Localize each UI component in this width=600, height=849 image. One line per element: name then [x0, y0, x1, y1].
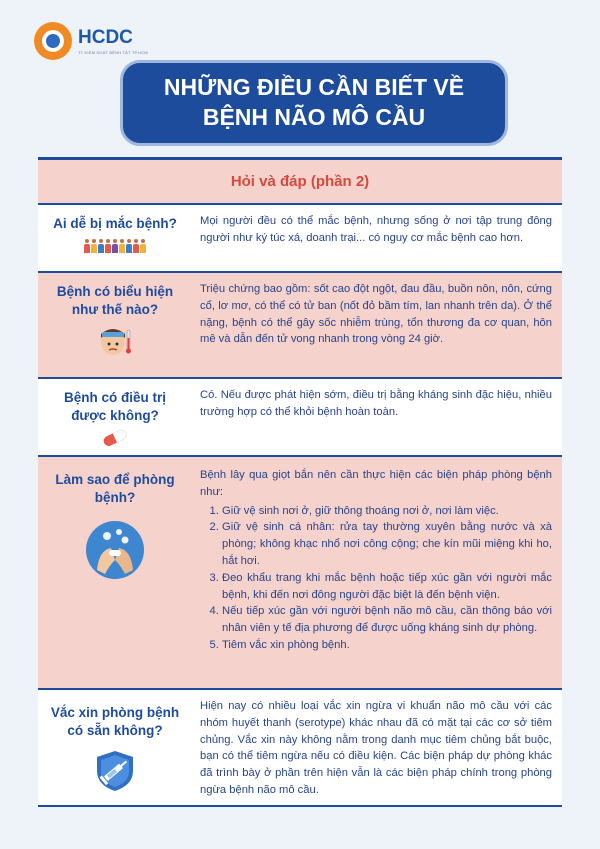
- question: Bệnh có điều trị được không?: [63, 390, 166, 423]
- qa-row: [38, 379, 562, 457]
- prevention-list: [200, 503, 552, 654]
- qa-row: [38, 457, 562, 690]
- title-line-1: NHỮNG ĐIỀU CẦN BIẾT VỀ: [163, 74, 465, 101]
- vaccine-shield-icon: [93, 749, 137, 793]
- answer: Có. Nếu được phát hiện sớm, điều trị bằng kháng sinh đặc hiệu, nhiều trường hợp có thể khỏi bệnh hoàn toàn.: [200, 389, 552, 418]
- crowd-icon: [84, 239, 146, 253]
- handwash-icon: [85, 520, 145, 580]
- answer: Hiện nay có nhiều loại vắc xin ngừa vi khuẩn não mô cầu với các nhóm huyết thanh (serotype) khác nhau đã có mặt tại các cơ sở tiêm chủng. Vắc xin này không nằm trong danh mục tiêm chủng bắt buộc, bạn có thể tiêm ngừa nếu có điều kiện. Các biện pháp dự phòng khác đã trình bày ở phần trên hiện vẫn là các biện pháp chính trong phòng ngừa bệnh não mô cầu.: [200, 700, 552, 796]
- logo-name: HCDC: [78, 26, 133, 48]
- hcdc-logo-icon: [34, 22, 72, 60]
- list-item: 2. Giữ vệ sinh cá nhân: rửa tay thường xuyên bằng nước và xà phòng; không khạc nhổ nơi công cộng; che kín mũi miệng khi ho, hắt hơi.: [222, 519, 552, 569]
- question: Làm sao để phòng bệnh?: [55, 472, 175, 505]
- list-item: 4. Nếu tiếp xúc gần với người bệnh não mô cầu, cần thông báo với nhân viên y tế địa phương để được uống kháng sinh dự phòng.: [222, 603, 552, 637]
- answer-intro: Bệnh lây qua giọt bắn nên cần thực hiện các biện pháp phòng bệnh như:: [200, 469, 552, 498]
- qa-row: [38, 273, 562, 379]
- qa-row: [38, 690, 562, 807]
- title-line-2: BỆNH NÃO MÔ CẦU: [202, 104, 426, 130]
- hcdc-logo: [34, 22, 148, 60]
- qa-row: [38, 205, 562, 273]
- page-title: [120, 60, 508, 146]
- question: Bệnh có biểu hiện như thế nào?: [56, 284, 174, 317]
- answer: Triệu chứng bao gồm: sốt cao đột ngột, đau đầu, buồn nôn, nôn, cứng cổ, lơ mơ, có thể có tử ban (nốt đỏ bầm tím, lan nhanh trên da). Ở thể nặng, bệnh có thể gây sốc nhiễm trùng, tổn thương đa cơ quan, hôn mê và dẫn đến tử vong nhanh trong vòng 24 giờ.: [200, 283, 552, 346]
- list-item: 1. Giữ vệ sinh nơi ở, giữ thông thoáng nơi ở, nơi làm việc.: [222, 503, 552, 520]
- list-item: 5. Tiêm vắc xin phòng bệnh.: [222, 637, 552, 654]
- section-title: Hỏi và đáp (phần 2): [38, 160, 562, 205]
- answer: Mọi người đều có thể mắc bệnh, nhưng sống ở nơi tập trung đông người như ký túc xá, doanh trại... có nguy cơ mắc bệnh cao hơn.: [200, 215, 552, 244]
- fever-icon: [95, 324, 135, 358]
- question: Vắc xin phòng bệnh có sẵn không?: [50, 705, 180, 738]
- pill-icon: [100, 428, 130, 448]
- question: Ai dễ bị mắc bệnh?: [53, 216, 177, 231]
- logo-subtitle: TT KIỂM SOÁT BỆNH TẬT TP.HCM: [78, 49, 148, 55]
- list-item: 3. Đeo khẩu trang khi mắc bệnh hoặc tiếp xúc gần với người mắc bệnh, khi đến nơi đông người đặc biệt là đến bệnh viện.: [222, 570, 552, 604]
- qa-table: [38, 157, 562, 807]
